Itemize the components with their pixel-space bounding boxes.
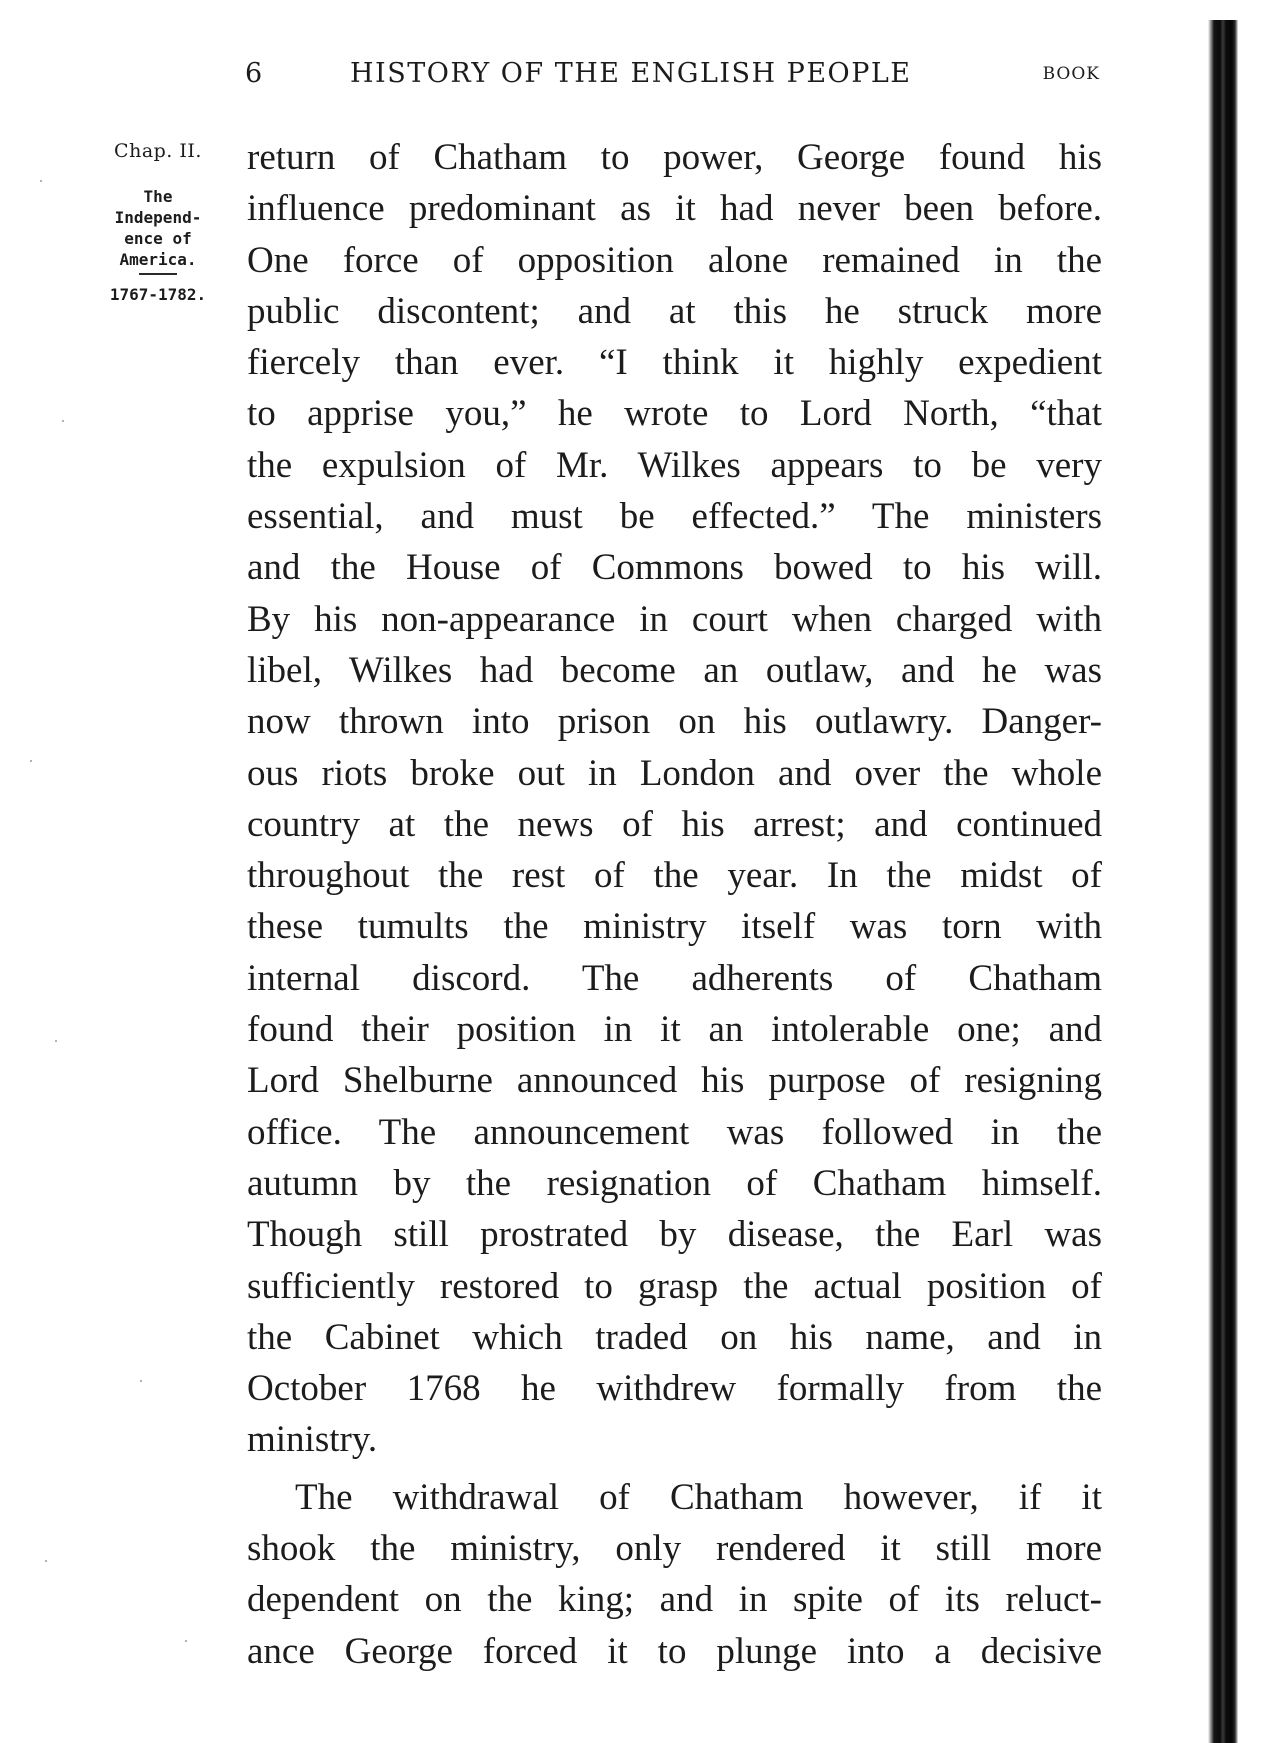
text-line: public discontent; and at this he struck more [247, 290, 1102, 332]
text-line: libel, Wilkes had become an outlaw, and he was [247, 649, 1102, 691]
paper-speck [40, 180, 42, 182]
text-line: shook the ministry, only rendered it still more [247, 1528, 1102, 1570]
text-line: ance George forced it to plunge into a decisive [247, 1630, 1102, 1672]
page-number: 6 [245, 58, 264, 89]
book-label: BOOK [1042, 64, 1100, 84]
text-line: ministry. [247, 1419, 378, 1461]
text-line: and the House of Commons bowed to his will. [247, 547, 1102, 589]
margin-notes [88, 140, 228, 304]
paper-speck [140, 1380, 142, 1382]
side-topic: The Independ- ence of America. [114, 187, 202, 269]
text-line: return of Chatham to power, George found his [247, 137, 1102, 178]
text-line: these tumults the ministry itself was torn with [247, 906, 1102, 948]
text-line: found their position in it an intolerable one; and [247, 1009, 1102, 1051]
text-line: fiercely than ever. “I think it highly expedient [247, 342, 1102, 384]
book-spine-edge [1208, 20, 1238, 1743]
paper-speck [45, 1560, 47, 1562]
text-line: Lord Shelburne announced his purpose of resigning [247, 1060, 1102, 1102]
text-line: October 1768 he withdrew formally from the [247, 1368, 1102, 1410]
text-line: office. The announcement was followed in the [247, 1111, 1102, 1153]
text-line: autumn by the resignation of Chatham himself. [247, 1162, 1102, 1204]
paper-speck [55, 1040, 57, 1042]
running-head [245, 58, 1100, 98]
text-line: ous riots broke out in London and over the whole [247, 752, 1102, 794]
side-dates: 1767-1782. [109, 285, 207, 304]
text-line: now thrown into prison on his outlawry. Danger- [247, 701, 1102, 743]
text-line: country at the news of his arrest; and continued [247, 803, 1102, 845]
margin-rule [139, 273, 177, 275]
text-line: Though still prostrated by disease, the Earl was [247, 1214, 1102, 1256]
text-line: to apprise you,” he wrote to Lord North, “that [247, 393, 1102, 435]
paper-speck [62, 420, 64, 422]
running-title: HISTORY OF THE ENGLISH PEOPLE [350, 58, 912, 89]
text-line: throughout the rest of the year. In the midst of [247, 855, 1102, 897]
text-line: the Cabinet which traded on his name, and in [247, 1316, 1102, 1358]
text-line: sufficiently restored to grasp the actual position of [247, 1265, 1102, 1307]
text-line: influence predominant as it had never been before. [247, 188, 1102, 230]
text-line: essential, and must be effected.” The ministers [247, 496, 1102, 538]
paper-speck [30, 760, 32, 762]
paper-speck [185, 1640, 187, 1642]
chapter-label: Chap. II. [114, 140, 202, 162]
text-line: internal discord. The adherents of Chatham [247, 957, 1102, 999]
text-line: The withdrawal of Chatham however, if it [295, 1476, 1102, 1518]
body-text [247, 132, 1102, 1677]
text-line: the expulsion of Mr. Wilkes appears to be very [247, 444, 1102, 486]
text-line: One force of opposition alone remained in the [247, 239, 1102, 281]
text-line: By his non-appearance in court when charged with [247, 598, 1102, 640]
text-line: dependent on the king; and in spite of its reluct- [247, 1579, 1102, 1621]
